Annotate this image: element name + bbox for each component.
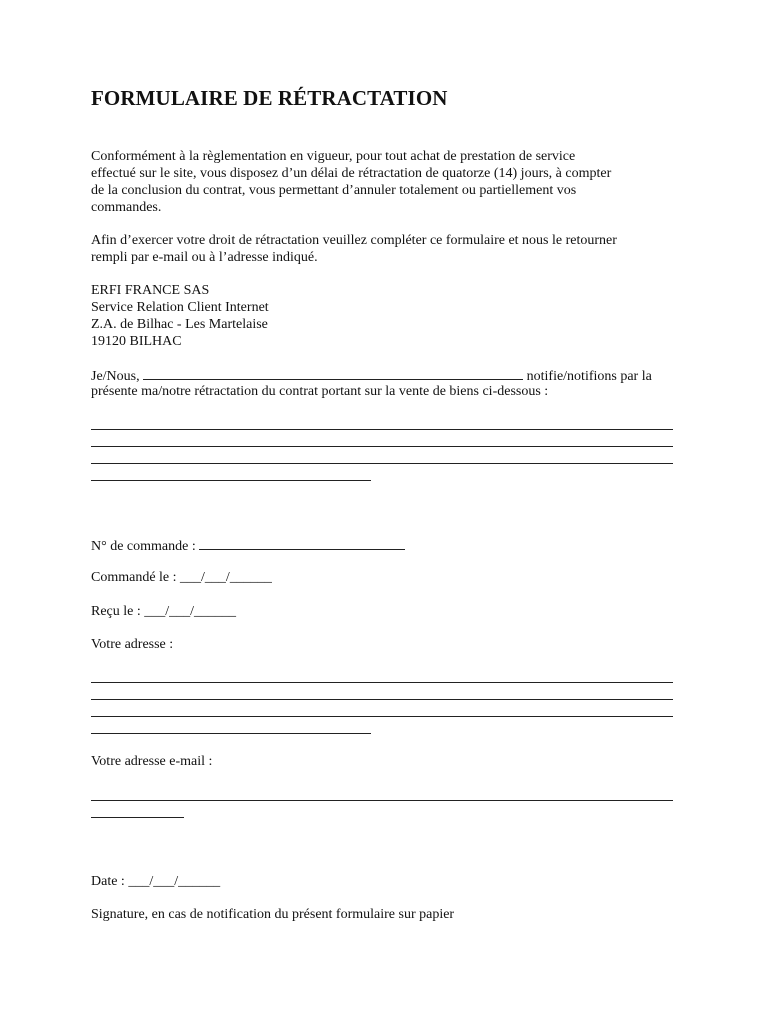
ordered-on-row xyxy=(91,569,272,586)
instructions-line-2: rempli par e-mail ou à l’adresse indiqué. xyxy=(91,250,318,265)
instructions-line-1: Afin d’exercer votre droit de rétractation veuillez compléter ce formulaire et nous le retourner xyxy=(91,233,617,248)
intro-line-4: commandes. xyxy=(91,200,162,215)
your-address-label: Votre adresse : xyxy=(91,637,174,652)
address-street: Z.A. de Bilhac - Les Martelaise xyxy=(91,317,268,332)
declaration-suffix: notifie/notifions par la xyxy=(526,369,652,384)
declaration-line-2: présente ma/notre rétractation du contrat portant sur la vente de biens ci-dessous : xyxy=(91,384,549,399)
address-line-4[interactable] xyxy=(91,733,371,734)
received-on-field[interactable]: ___/___/______ xyxy=(144,604,237,619)
date-label: Date : xyxy=(91,874,125,889)
order-number-label: N° de commande : xyxy=(91,539,196,554)
address-city: 19120 BILHAC xyxy=(91,334,182,349)
declaration-prefix: Je/Nous, xyxy=(91,369,140,384)
email-line-1[interactable] xyxy=(91,800,673,801)
name-field[interactable] xyxy=(143,366,523,380)
email-line-2[interactable] xyxy=(91,817,184,818)
ordered-on-field[interactable]: ___/___/______ xyxy=(180,570,272,585)
date-row xyxy=(91,873,220,890)
received-on-row xyxy=(91,603,236,620)
received-on-label: Reçu le : xyxy=(91,604,141,619)
address-line-3[interactable] xyxy=(91,716,673,717)
goods-line-2[interactable] xyxy=(91,446,673,447)
email-label: Votre adresse e-mail : xyxy=(91,754,213,769)
date-field[interactable]: ___/___/______ xyxy=(128,874,221,889)
goods-line-3[interactable] xyxy=(91,463,673,464)
goods-line-4[interactable] xyxy=(91,480,371,481)
ordered-on-label: Commandé le : xyxy=(91,570,177,585)
signature-label: Signature, en cas de notification du présent formulaire sur papier xyxy=(91,907,455,922)
address-company: ERFI FRANCE SAS xyxy=(91,283,210,298)
intro-line-2: effectué sur le site, vous disposez d’un délai de rétractation de quatorze (14) jours, à compter xyxy=(91,166,612,181)
order-number-field[interactable] xyxy=(199,536,405,550)
goods-line-1[interactable] xyxy=(91,429,673,430)
address-service: Service Relation Client Internet xyxy=(91,300,269,315)
page-title: FORMULAIRE DE RÉTRACTATION xyxy=(91,86,448,110)
address-line-1[interactable] xyxy=(91,682,673,683)
order-number-row xyxy=(91,536,405,555)
intro-line-1: Conformément à la règlementation en vigueur, pour tout achat de prestation de service xyxy=(91,149,576,164)
intro-line-3: de la conclusion du contrat, vous permettant d’annuler totalement ou partiellement vos xyxy=(91,183,577,198)
address-line-2[interactable] xyxy=(91,699,673,700)
